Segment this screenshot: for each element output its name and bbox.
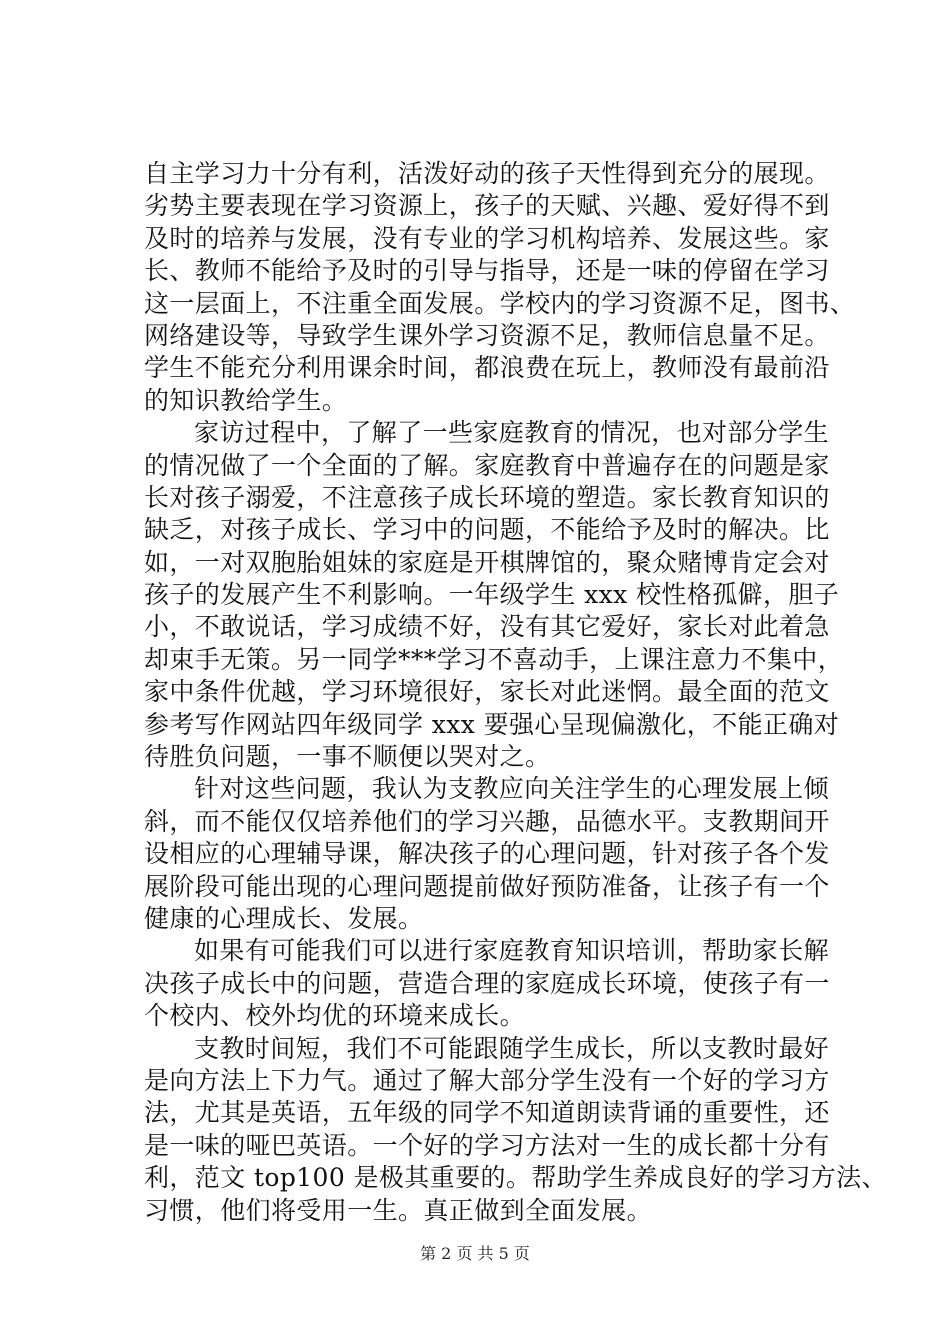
text-line: 是一味的哑巴英语。一个好的学习方法对一生的成长都十分有 (144, 1130, 830, 1160)
text-line: 的知识教给学生。 (144, 385, 348, 415)
text-line: 孩子的发展产生不利影响。一年级学生 xxx 校性格孤僻，胆子 (144, 580, 840, 610)
text-line: 缺乏，对孩子成长、学习中的问题，不能给予及时的解决。比 (144, 515, 830, 545)
paragraph-start-line: 针对这些问题，我认为支教应向关注学生的心理发展上倾 (194, 774, 830, 804)
text-line: 学生不能充分利用课余时间，都浪费在玩上，教师没有最前沿 (144, 353, 830, 383)
text-line: 展阶段可能出现的心理问题提前做好预防准备，让孩子有一个 (144, 871, 830, 901)
text-line: 长对孩子溺爱，不注意孩子成长环境的塑造。家长教育知识的 (144, 482, 830, 512)
text-line: 利，范文 top100 是极其重要的。帮助学生养成良好的学习方法、 (144, 1163, 887, 1193)
text-line: 斜，而不能仅仅培养他们的学习兴趣，品德水平。支教期间开 (144, 806, 830, 836)
text-line: 长、教师不能给予及时的引导与指导，还是一味的停留在学习 (144, 256, 830, 286)
text-line: 的情况做了一个全面的了解。家庭教育中普遍存在的问题是家 (144, 450, 830, 480)
text-line: 劣势主要表现在学习资源上，孩子的天赋、兴趣、爱好得不到 (144, 191, 830, 221)
text-line: 健康的心理成长、发展。 (144, 903, 424, 933)
text-line: 家中条件优越，学习环境很好，家长对此迷惘。最全面的范文 (144, 677, 830, 707)
text-line: 却束手无策。另一同学***学习不喜动手，上课注意力不集中， (144, 644, 844, 674)
paragraph-start-line: 如果有可能我们可以进行家庭教育知识培训，帮助家长解 (194, 936, 830, 966)
paragraph-start-line: 家访过程中，了解了一些家庭教育的情况，也对部分学生 (194, 418, 830, 448)
text-line: 如，一对双胞胎姐妹的家庭是开棋牌馆的，聚众赌博肯定会对 (144, 547, 830, 577)
text-line: 个校内、校外均优的环境来成长。 (144, 1001, 526, 1031)
document-body (144, 158, 887, 1227)
text-line: 网络建设等，导致学生课外学习资源不足，教师信息量不足。 (144, 320, 830, 350)
text-line: 习惯，他们将受用一生。真正做到全面发展。 (144, 1195, 653, 1225)
text-line: 自主学习力十分有利，活泼好动的孩子天性得到充分的展现。 (144, 159, 830, 188)
text-line: 决孩子成长中的问题，营造合理的家庭成长环境，使孩子有一 (144, 968, 830, 998)
paragraph-start-line: 支教时间短，我们不可能跟随学生成长，所以支教时最好 (194, 1033, 830, 1063)
text-line: 法，尤其是英语，五年级的同学不知道朗读背诵的重要性，还 (144, 1098, 830, 1128)
text-line: 及时的培养与发展，没有专业的学习机构培养、发展这些。家 (144, 223, 830, 253)
text-line: 设相应的心理辅导课，解决孩子的心理问题，针对孩子各个发 (144, 839, 830, 869)
text-line: 是向方法上下力气。通过了解大部分学生没有一个好的学习方 (144, 1065, 830, 1095)
text-line: 这一层面上，不注重全面发展。学校内的学习资源不足，图书、 (144, 288, 856, 318)
text-line: 参考写作网站四年级同学 xxx 要强心呈现偏激化，不能正确对 (144, 709, 840, 739)
text-line: 小，不敢说话，学习成绩不好，没有其它爱好，家长对此着急 (144, 612, 830, 642)
page-number-footer: 第 2 页 共 5 页 (420, 1244, 530, 1263)
text-line: 待胜负问题，一事不顺便以哭对之。 (144, 742, 551, 772)
